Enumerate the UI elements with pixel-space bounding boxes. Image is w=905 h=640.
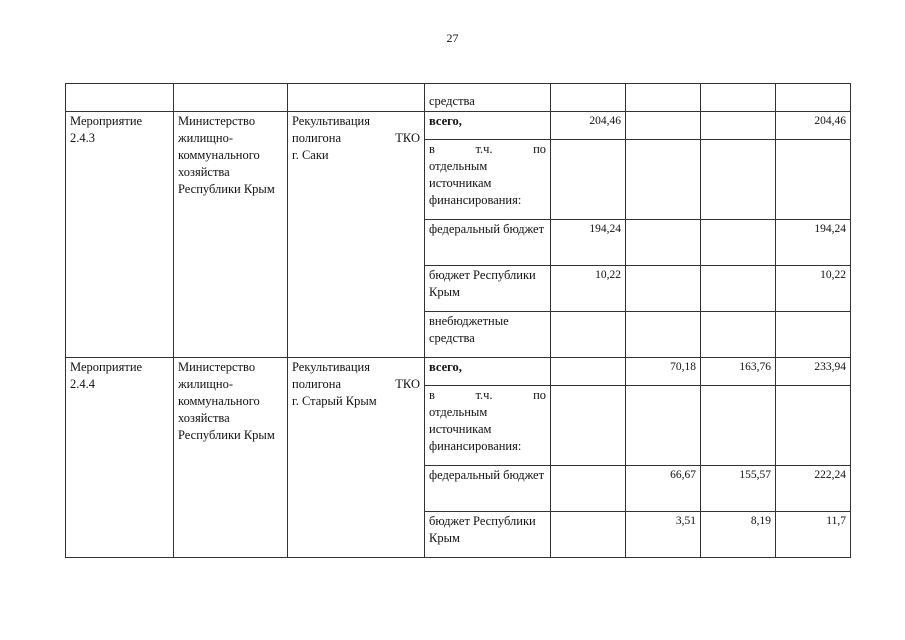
- source-including-label: в т.ч. по отдельным источникам финансирования:: [425, 140, 551, 220]
- cell-empty: [288, 84, 425, 112]
- cell-empty: [776, 84, 851, 112]
- value-cell: [701, 386, 776, 466]
- source-label: внебюджетные средства: [425, 312, 551, 358]
- value-cell: [626, 140, 701, 220]
- cell-empty: [174, 84, 288, 112]
- source-label: средства: [425, 84, 551, 112]
- value-cell: [551, 512, 626, 558]
- value-cell: 70,18: [626, 358, 701, 386]
- page-number: 27: [446, 31, 459, 45]
- table-row: [66, 358, 851, 386]
- value-cell: 3,51: [626, 512, 701, 558]
- event-title-line: Рекультивация: [292, 114, 370, 128]
- cell-empty: [551, 84, 626, 112]
- value-cell: [701, 312, 776, 358]
- cell-empty: [626, 84, 701, 112]
- value-cell: 204,46: [551, 112, 626, 140]
- value-cell: 194,24: [776, 220, 851, 266]
- value-cell: 163,76: [701, 358, 776, 386]
- table-row: [66, 84, 851, 112]
- source-label: бюджет Республики Крым: [425, 266, 551, 312]
- event-title: [288, 112, 425, 358]
- event-executor: Министерство жилищно-коммунального хозяйства Республики Крым: [174, 112, 288, 358]
- value-cell: 66,67: [626, 466, 701, 512]
- value-cell: 155,57: [701, 466, 776, 512]
- value-cell: 10,22: [776, 266, 851, 312]
- event-title-line: полигона ТКО: [292, 377, 420, 391]
- source-total-label: всего,: [425, 112, 551, 140]
- value-cell: [701, 140, 776, 220]
- value-cell: [626, 266, 701, 312]
- value-cell: [626, 386, 701, 466]
- value-cell: [626, 312, 701, 358]
- event-id: Мероприятие 2.4.4: [66, 358, 174, 558]
- value-cell: [776, 312, 851, 358]
- value-cell: [551, 386, 626, 466]
- event-id: Мероприятие 2.4.3: [66, 112, 174, 358]
- event-title: [288, 358, 425, 558]
- event-title-line: полигона ТКО: [292, 131, 420, 145]
- value-cell: [551, 312, 626, 358]
- source-label: бюджет Республики Крым: [425, 512, 551, 558]
- value-cell: [701, 266, 776, 312]
- value-cell: [551, 466, 626, 512]
- event-executor: Министерство жилищно-коммунального хозяйства Республики Крым: [174, 358, 288, 558]
- cell-empty: [701, 84, 776, 112]
- value-cell: [776, 140, 851, 220]
- table-row: [66, 112, 851, 140]
- cell-empty: [66, 84, 174, 112]
- value-cell: 194,24: [551, 220, 626, 266]
- value-cell: 233,94: [776, 358, 851, 386]
- value-cell: [701, 112, 776, 140]
- value-cell: 204,46: [776, 112, 851, 140]
- value-cell: [626, 112, 701, 140]
- event-title-line: г. Старый Крым: [292, 394, 377, 408]
- source-including-label: в т.ч. по отдельным источникам финансирования:: [425, 386, 551, 466]
- value-cell: [551, 358, 626, 386]
- event-title-line: Рекультивация: [292, 360, 370, 374]
- value-cell: 11,7: [776, 512, 851, 558]
- value-cell: 10,22: [551, 266, 626, 312]
- source-label: федеральный бюджет: [425, 220, 551, 266]
- value-cell: [626, 220, 701, 266]
- value-cell: [776, 386, 851, 466]
- value-cell: 8,19: [701, 512, 776, 558]
- event-title-line: г. Саки: [292, 148, 329, 162]
- value-cell: [551, 140, 626, 220]
- budget-table: [65, 83, 851, 558]
- source-total-label: всего,: [425, 358, 551, 386]
- source-label: федеральный бюджет: [425, 466, 551, 512]
- value-cell: [701, 220, 776, 266]
- value-cell: 222,24: [776, 466, 851, 512]
